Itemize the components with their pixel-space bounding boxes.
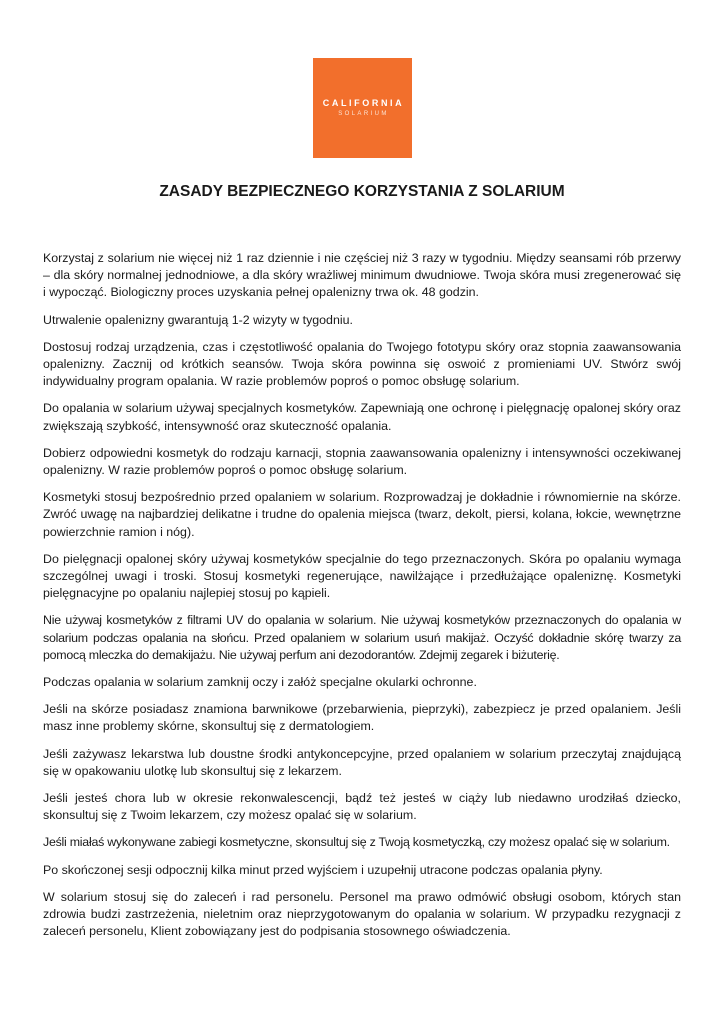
paragraph-staff-advice: W solarium stosuj się do zaleceń i rad personelu. Personel ma prawo odmówić obsługi osobom, których stan zdrowia budzi zastrzeżenia, nieletnim oraz nieprzygotowanym do opalania w solarium. W przypadku rezygnacji z zaleceń personelu, Klient zobowiązany jest do podpisania stosownego oświadczenia.: [43, 889, 681, 939]
paragraph-health-condition: Jeśli jesteś chora lub w okresie rekonwalescencji, bądź też jesteś w ciąży lub niedawno urodziłaś dziecko, skonsultuj się z Twoim lekarzem, czy możesz opalać się w solarium.: [43, 791, 681, 823]
paragraph-after-session: Po skończonej sesji odpocznij kilka minut przed wyjściem i uzupełnij utracone podczas opalania płyny.: [43, 862, 603, 877]
paragraph-medications: Jeśli zażywasz lekarstwa lub doustne środki antykoncepcyjne, przed opalaniem w solarium przeczytaj znajdującą się w opakowaniu ulotkę lub skonsultuj się z lekarzem.: [43, 746, 681, 778]
paragraph-eye-protection: Podczas opalania w solarium zamknij oczy i załóż specjalne okularki ochronne.: [43, 675, 477, 690]
page-title: ZASADY BEZPIECZNEGO KORZYSTANIA Z SOLARIUM: [159, 183, 565, 200]
paragraph-maintenance: Utrwalenie opalenizny gwarantują 1-2 wizyty w tygodniu.: [43, 312, 353, 327]
paragraph-device-choice: Dostosuj rodzaj urządzenia, czas i częstotliwość opalania do Twojego fototypu skóry oraz stopnia zaawansowania opalenizny. Zacznij od krótkich seansów. Twoja skóra powinna się oswoić z promieniami UV. Stwórz swój indywidualny program opalania. W razie problemów poproś o pomoc obsługę solarium.: [43, 339, 681, 389]
paragraph-aftercare: Do pielęgnacji opalonej skóry używaj kosmetyków specjalnie do tego przeznaczonych. Skóra po opalaniu wymaga szczególnej uwagi i troski. Stosuj kosmetyki regenerujące, nawilżające i przedłużające opaleniznę. Kosmetyki pielęgnacyjne po opalaniu najlepiej stosuj po kąpieli.: [43, 551, 681, 601]
logo-subtitle: SOLARIUM: [338, 111, 389, 117]
paragraph-prohibitions: Nie używaj kosmetyków z filtrami UV do opalania w solarium. Nie używaj kosmetyków przeznaczonych do opalania w solarium podczas opalania na słońcu. Przed opalaniem w solarium usuń makijaż. Oczyść dokładnie skórę twarzy za pomocą mleczka do demakijażu. Nie używaj perfum ani dezodorantów. Zdejmij zegarek i biżuterię.: [43, 613, 681, 662]
california-solarium-logo: [313, 58, 412, 158]
paragraph-frequency: Korzystaj z solarium nie więcej niż 1 raz dziennie i nie częściej niż 3 razy w tygodniu. Między seansami rób przerwy – dla skóry normalnej jednodniowe, a dla skóry wrażliwej minimum dwudniowe. Twoja skóra musi zregenerować się i wypocząć. Biologiczny proces uzyskania pełnej opalenizny trwa ok. 48 godzin.: [43, 251, 681, 300]
paragraph-skin-marks: Jeśli na skórze posiadasz znamiona barwnikowe (przebarwienia, pieprzyki), zabezpiecz je przed opalaniem. Jeśli masz inne problemy skórne, skonsultuj się z dermatologiem.: [43, 702, 681, 734]
logo-brand-name: CALIFORNIA: [322, 98, 405, 108]
paragraph-cosmetics: Do opalania w solarium używaj specjalnych kosmetyków. Zapewniają one ochronę i pielęgnację opalonej skóry oraz zwiększają szybkość, intensywność oraz skuteczność opalania.: [43, 401, 681, 433]
rules-content: [43, 250, 681, 951]
paragraph-cosmetic-procedures: Jeśli miałaś wykonywane zabiegi kosmetyczne, skonsultuj się z Twoją kosmetyczką, czy możesz opalać się w solarium.: [43, 835, 670, 850]
paragraph-cosmetic-choice: Dobierz odpowiedni kosmetyk do rodzaju karnacji, stopnia zaawansowania opalenizny i intensywności oczekiwanej opalenizny. W razie problemów poproś o pomoc obsługę solarium.: [43, 445, 681, 478]
paragraph-cosmetic-application: Kosmetyki stosuj bezpośrednio przed opalaniem w solarium. Rozprowadzaj je dokładnie i równomiernie na skórze. Zwróć uwagę na najbardziej delikatne i trudne do opalenia miejsca (twarz, dekolt, piersi, kolana, łokcie, wewnętrzne powierzchnie ramion i nóg).: [43, 490, 681, 539]
